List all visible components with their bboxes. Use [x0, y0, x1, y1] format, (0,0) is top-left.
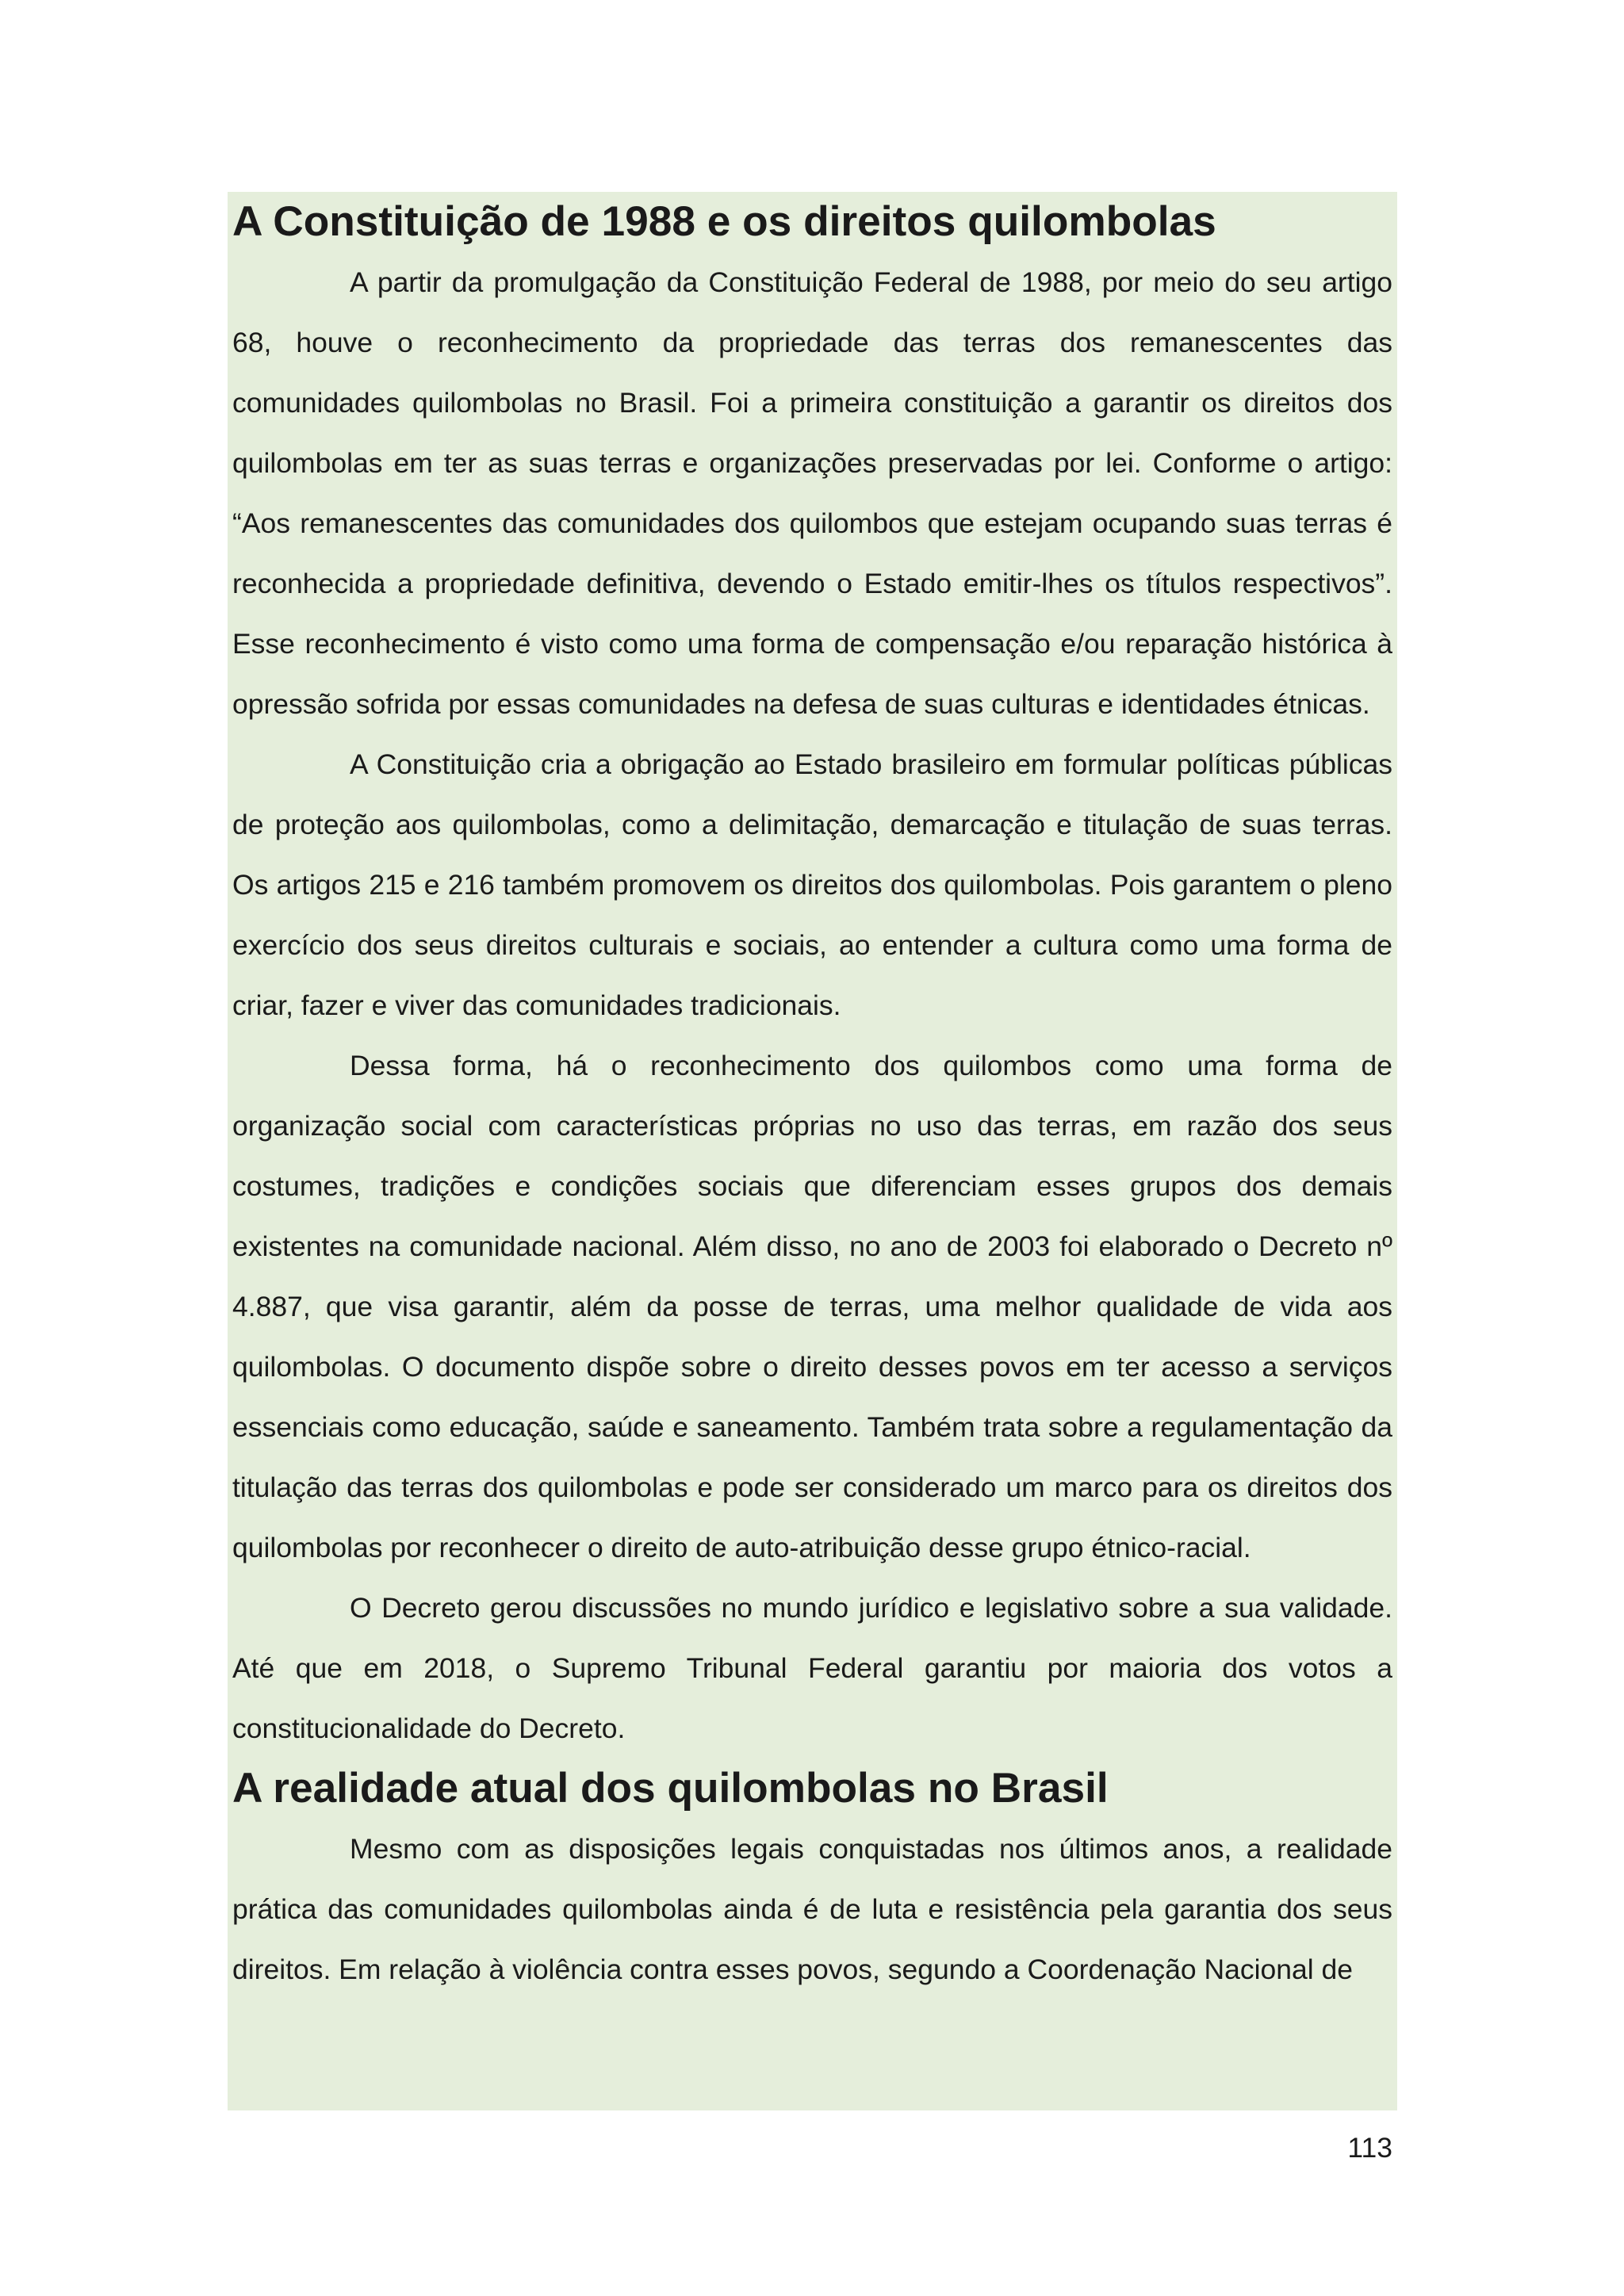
section-heading-constituicao: A Constituição de 1988 e os direitos quilombolas [232, 198, 1216, 245]
page-number: 113 [1347, 2132, 1392, 2164]
paragraph: A Constituição cria a obrigação ao Estado brasileiro em formular políticas públicas de proteção aos quilombolas, como a delimitação, demarcação e titulação de suas terras. Os artigos 215 e 216 também promovem os direitos dos quilombolas. Pois garantem o pleno exercício dos seus direitos culturais e sociais, ao entender a cultura como uma forma de criar, fazer e viver das comunidades tradicionais. [232, 748, 1392, 1021]
paragraph: Mesmo com as disposições legais conquistadas nos últimos anos, a realidade prática das comunidades quilombolas ainda é de luta e resistência pela garantia dos seus direitos. Em relação à violência contra esses povos, segundo a Coordenação Nacional de [232, 1833, 1392, 1985]
paragraph: O Decreto gerou discussões no mundo jurídico e legislativo sobre a sua validade. Até que em 2018, o Supremo Tribunal Federal garantiu por maioria dos votos a constitucionalidade do Decreto. [232, 1592, 1392, 1744]
document-body [232, 192, 1392, 1999]
paragraph: Dessa forma, há o reconhecimento dos quilombos como uma forma de organização social com características próprias no uso das terras, em razão dos seus costumes, tradições e condições sociais que diferenciam esses grupos dos demais existentes na comunidade nacional. Além disso, no ano de 2003 foi elaborado o Decreto nº 4.887, que visa garantir, além da posse de terras, uma melhor qualidade de vida aos quilombolas. O documento dispõe sobre o direito desses povos em ter acesso a serviços essenciais como educação, saúde e saneamento. Também trata sobre a regulamentação da titulação das terras dos quilombolas e pode ser considerado um marco para os direitos dos quilombolas por reconhecer o direito de auto-atribuição desse grupo étnico-racial. [232, 1050, 1392, 1563]
paragraph: A partir da promulgação da Constituição Federal de 1988, por meio do seu artigo 68, houve o reconhecimento da propriedade das terras dos remanescentes das comunidades quilombolas no Brasil. Foi a primeira constituição a garantir os direitos dos quilombolas em ter as suas terras e organizações preservadas por lei. Conforme o artigo: “Aos remanescentes das comunidades dos quilombos que estejam ocupando suas terras é reconhecida a propriedade definitiva, devendo o Estado emitir-lhes os títulos respectivos”. Esse reconhecimento é visto como uma forma de compensação e/ou reparação histórica à opressão sofrida por essas comunidades na defesa de suas culturas e identidades étnicas. [232, 266, 1392, 720]
section-heading-realidade: A realidade atual dos quilombolas no Brasil [232, 1765, 1109, 1812]
